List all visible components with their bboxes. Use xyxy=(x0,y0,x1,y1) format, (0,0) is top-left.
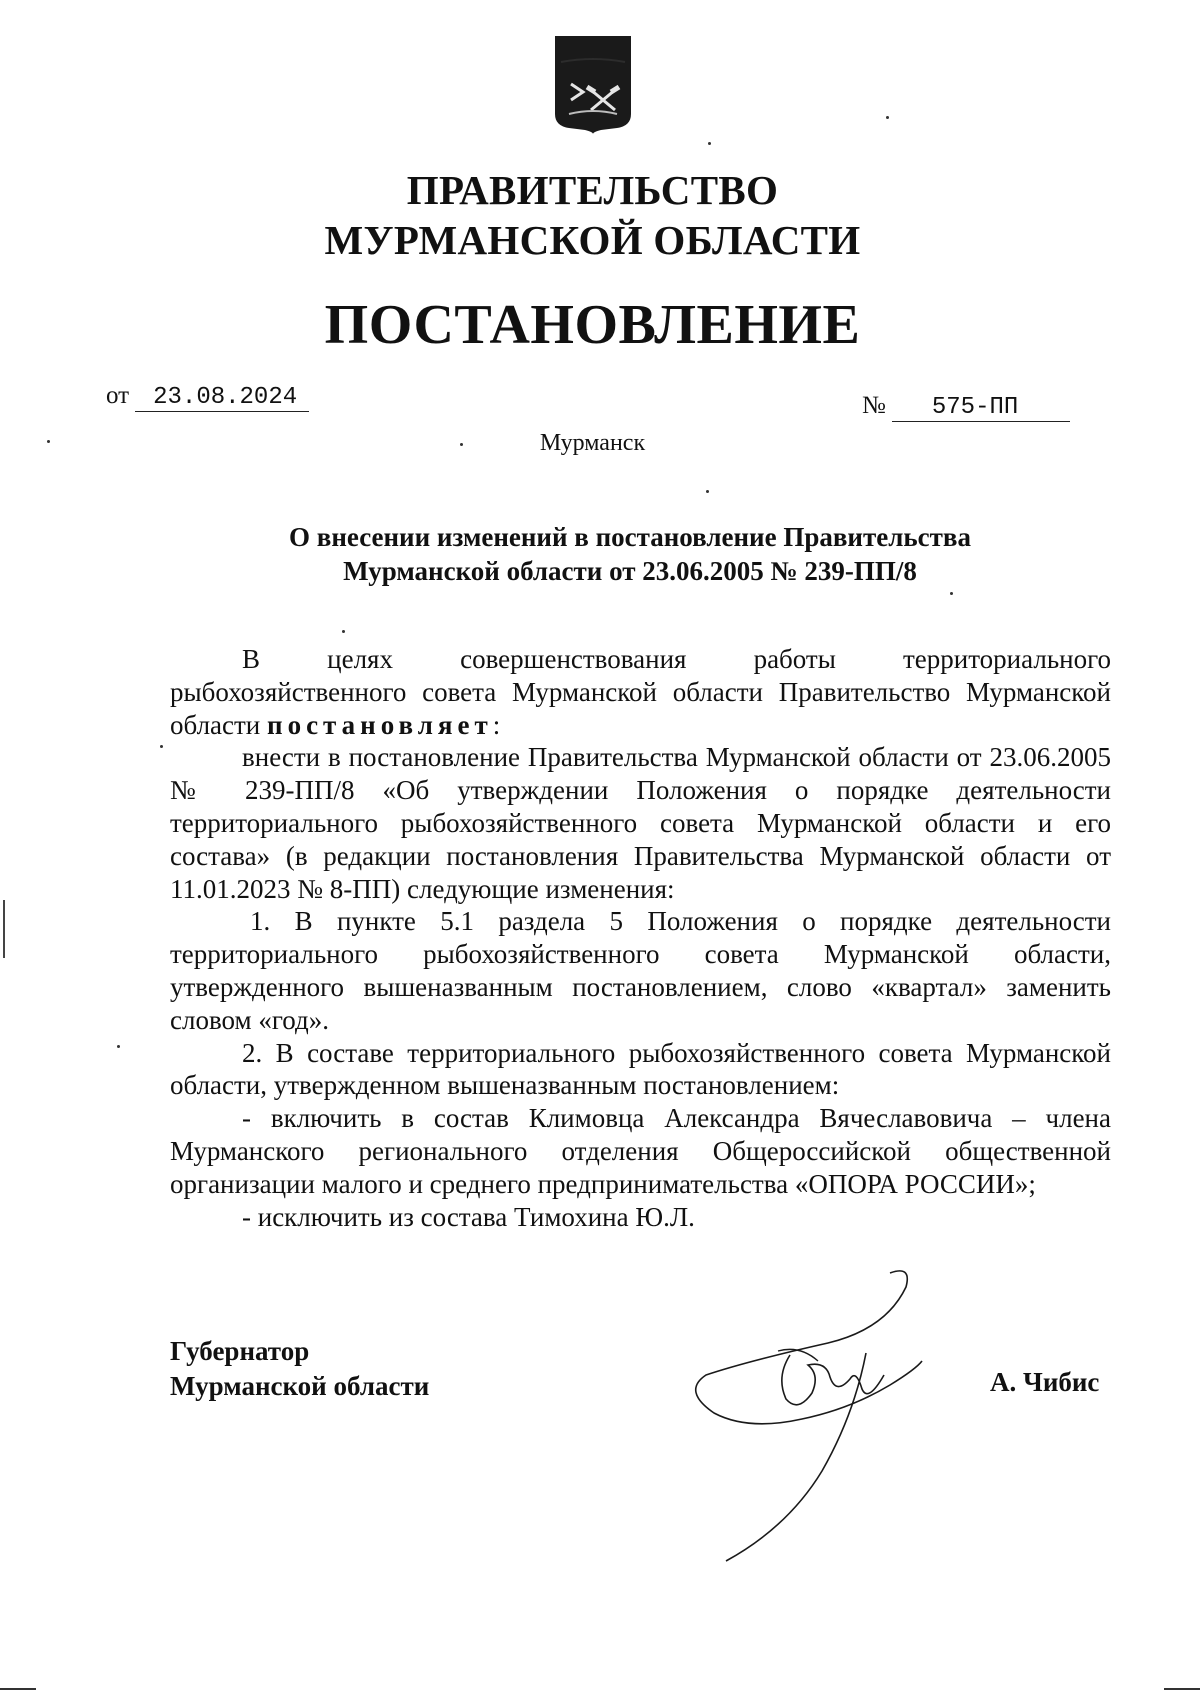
subject-line-2: Мурманской области от 23.06.2005 № 239-ПП/8 xyxy=(343,556,917,586)
scan-margin-mark xyxy=(3,900,5,958)
preamble-paragraph: В целях совершенствования работы территориального рыбохозяйственного совета Мурманской области Правительство Мурманской области постановляет: xyxy=(170,644,1111,740)
handwritten-signature xyxy=(690,1265,950,1565)
number-value: 575-ПП xyxy=(892,394,1070,422)
city: Мурманск xyxy=(539,430,646,456)
document-body xyxy=(170,643,1111,1233)
government-title xyxy=(0,165,1185,265)
signatory-name: А. Чибис xyxy=(990,1367,1100,1397)
scan-speck xyxy=(886,116,889,119)
scan-speck xyxy=(160,745,163,748)
org-line-2: МУРМАНСКОЙ ОБЛАСТИ xyxy=(324,217,861,263)
org-line-1: ПРАВИТЕЛЬСТВО xyxy=(406,167,779,213)
date-value: 23.08.2024 xyxy=(135,384,309,412)
document-subject xyxy=(160,520,1100,588)
signatory-title xyxy=(170,1334,429,1404)
signatory-title-line-2: Мурманской области xyxy=(170,1371,430,1401)
subject-line-1: О внесении изменений в постановление Правительства xyxy=(289,522,971,552)
scan-speck xyxy=(460,443,463,446)
item-1-paragraph: 1. В пункте 5.1 раздела 5 Положения о порядке деятельности территориального рыбохозяйственного совета Мурманской области, утвержденного вышеназванным постановлением, слово «квартал» заменить словом «год». xyxy=(170,906,1111,1035)
amendment-paragraph: внести в постановление Правительства Мурманской области от 23.06.2005 № 239-ПП/8 «Об утверждении Положения о порядке деятельности территориального рыбохозяйственного совета Мурманской области и его состава» (в редакции постановления Правительства Мурманской области от 11.01.2023 № 8-ПП) следующие изменения: xyxy=(170,742,1111,904)
document-number xyxy=(862,392,1070,422)
scan-speck xyxy=(708,142,711,145)
scan-speck xyxy=(950,592,953,595)
coat-of-arms-icon xyxy=(553,34,633,134)
resolves-word: постановляет xyxy=(267,709,493,740)
signatory-title-line-1: Губернатор xyxy=(170,1336,310,1366)
include-member-paragraph: - включить в состав Климовца Александра Вячеславовича – члена Мурманского регионального отделения Общероссийской общественной организации малого и среднего предпринимательства «ОПОРА РОССИИ»; xyxy=(170,1103,1111,1199)
scan-edge-line-left xyxy=(0,1688,36,1690)
exclude-member-paragraph: - исключить из состава Тимохина Ю.Л. xyxy=(242,1201,695,1232)
document-kind: ПОСТАНОВЛЕНИЕ xyxy=(324,294,861,356)
scan-edge-line-right xyxy=(1164,1688,1200,1690)
number-prefix: № xyxy=(862,392,886,419)
scan-speck xyxy=(47,440,50,443)
scan-speck xyxy=(117,1045,120,1048)
item-2-paragraph: 2. В составе территориального рыбохозяйственного совета Мурманской области, утвержденном вышеназванным постановлением: xyxy=(170,1037,1111,1101)
document-date xyxy=(106,382,309,412)
date-prefix: от xyxy=(106,382,130,409)
scan-speck xyxy=(706,490,709,493)
scan-speck xyxy=(342,630,345,633)
